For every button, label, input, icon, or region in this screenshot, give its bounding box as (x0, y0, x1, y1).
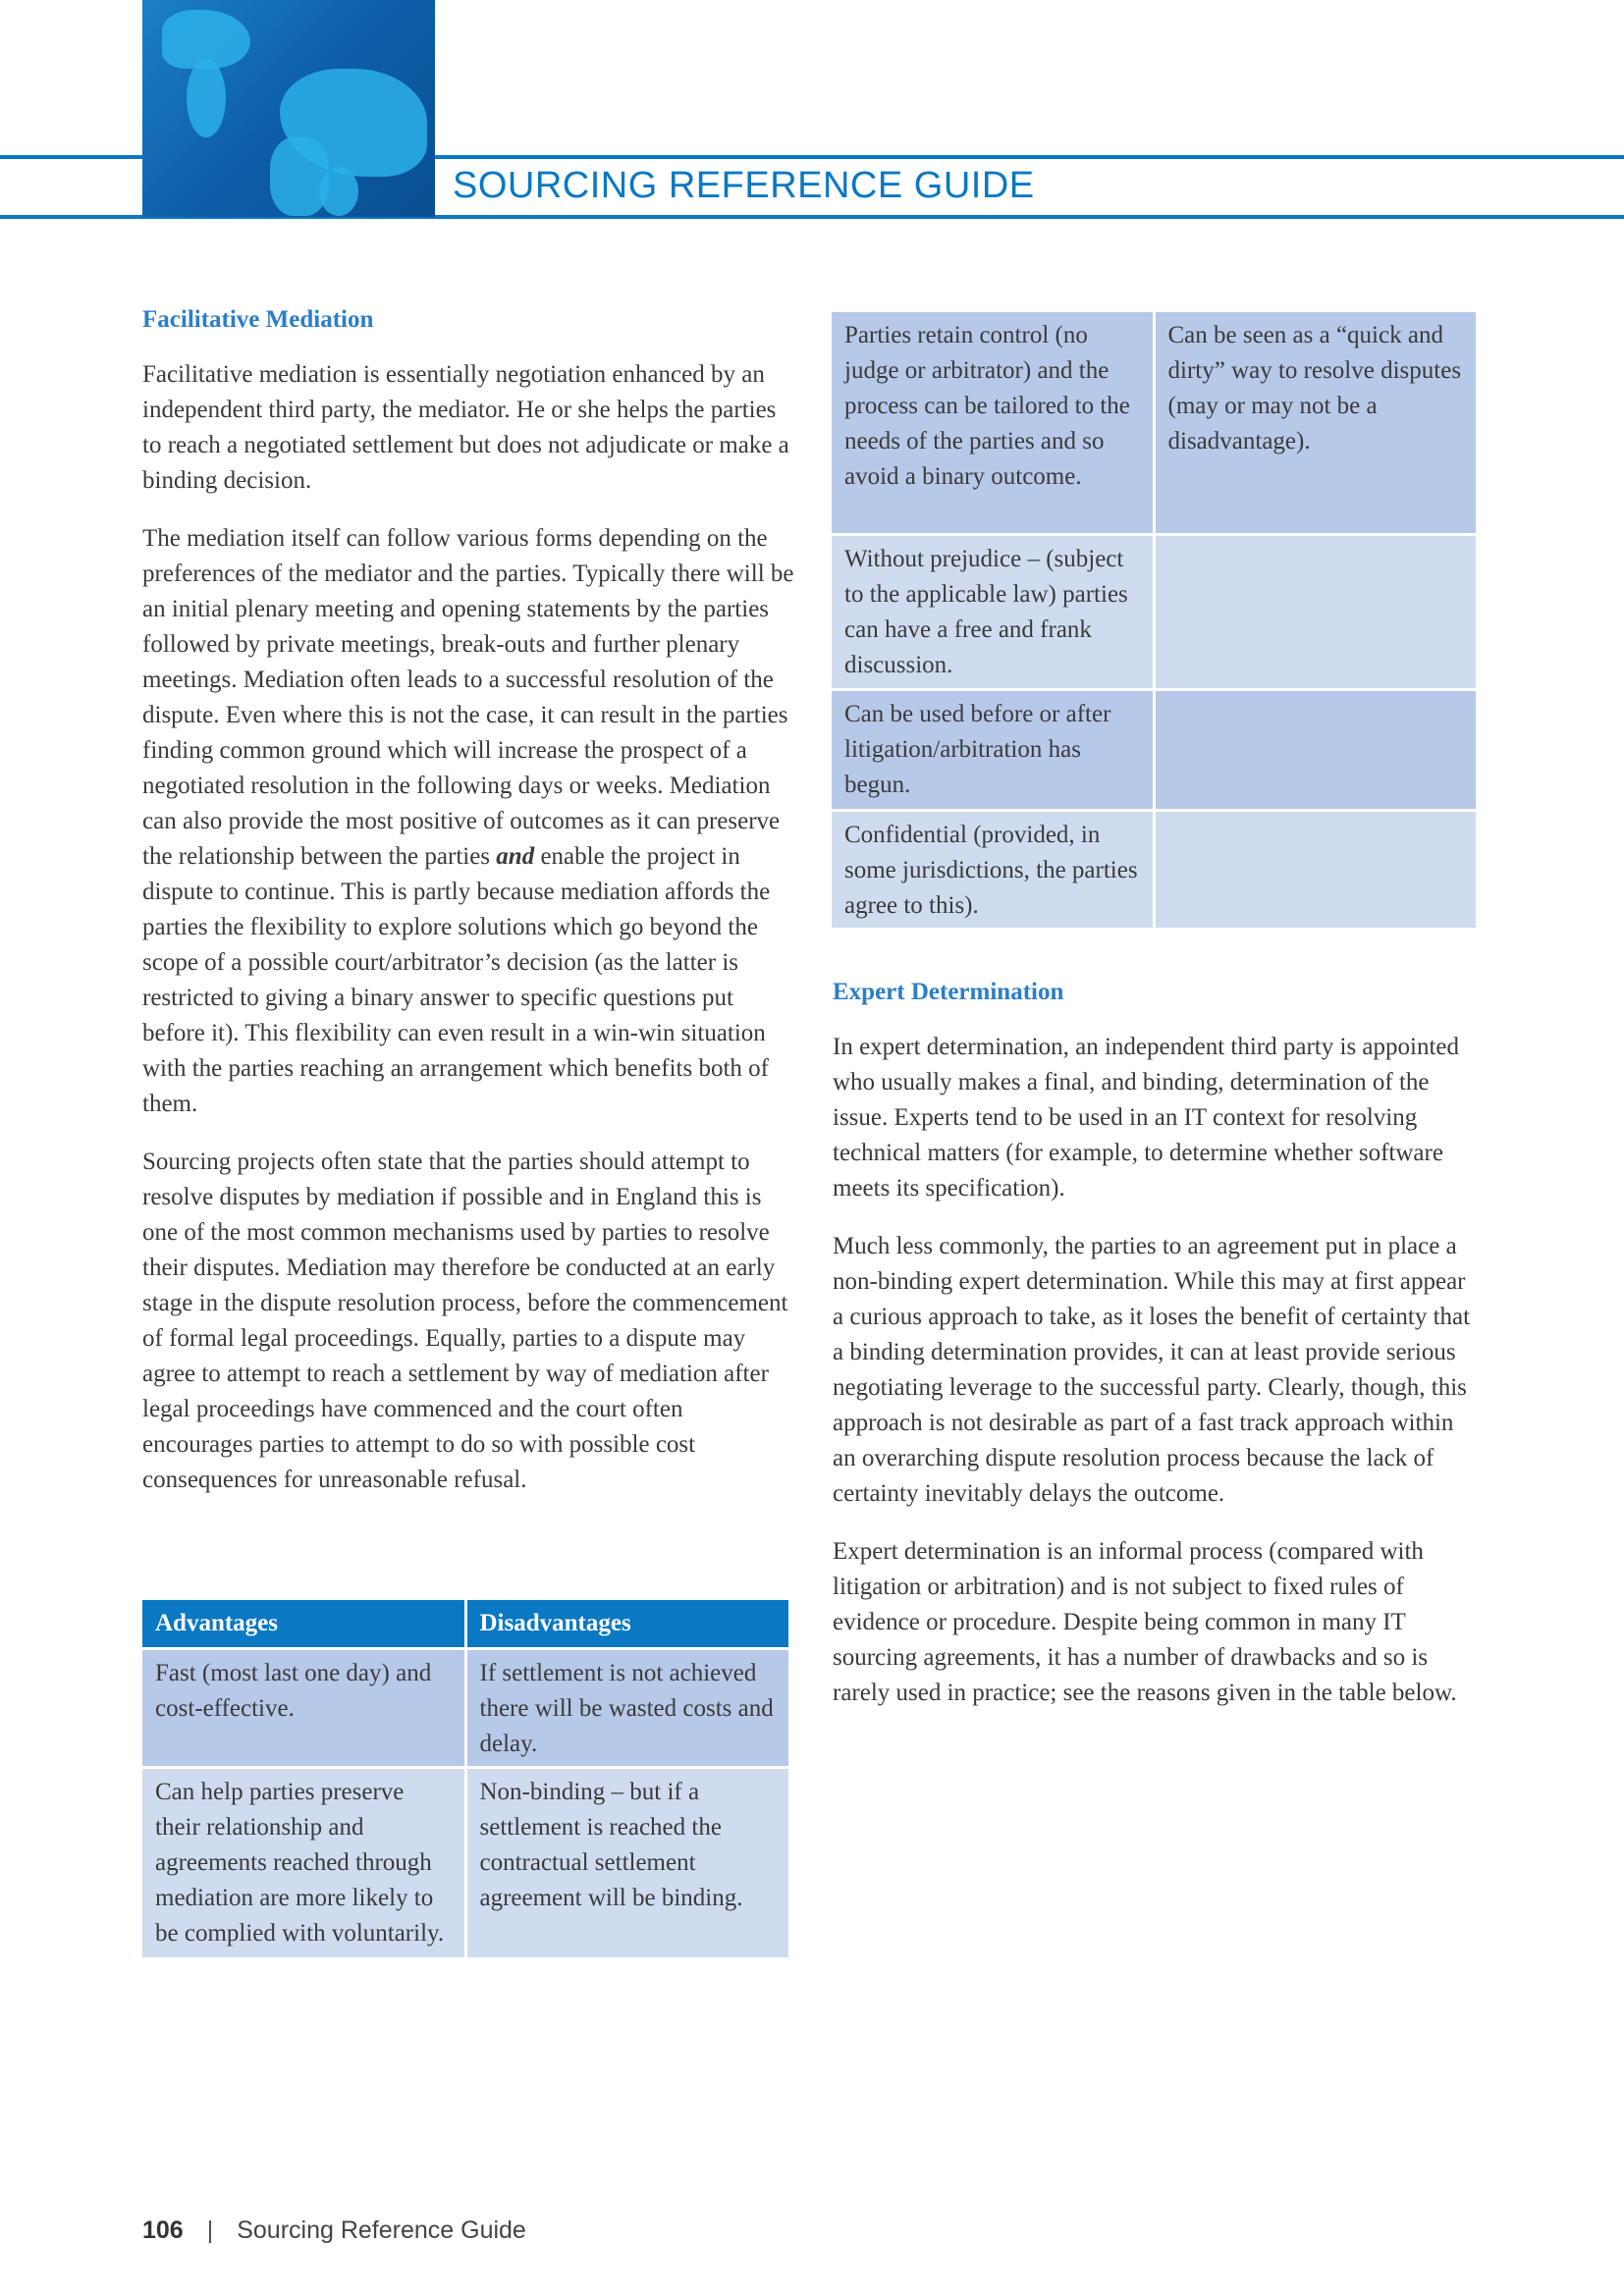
table-cell (1156, 812, 1477, 928)
header-advantages: Advantages (142, 1600, 464, 1647)
table-row (832, 312, 1476, 533)
table-row (142, 1650, 788, 1766)
emphasis-text: and (496, 843, 535, 870)
table-header-row (142, 1600, 788, 1647)
world-map-image (142, 0, 435, 217)
footer-separator: | (206, 2216, 214, 2244)
paragraph: Sourcing projects often state that the parties should attempt to resolve disputes by mediation if possible and in England this is one of the most common mechanisms used by parties to resolve their disputes. Mediation may therefore be conducted at an early stage in the dispute resolution process, before the commencement of formal legal proceedings. Equally, parties to a dispute may agree to attempt to reach a settlement by way of mediation after legal proceedings have commenced and the court often encourages parties to attempt to do so with possible cost consequences for unreasonable refusal. (142, 1148, 788, 1493)
paragraph (142, 521, 795, 1122)
paragraph-text: The mediation itself can follow various forms depending on the preferences of the mediator and the parties. Typically there will be an initial plenary meeting and opening statements by the parties followed by private meetings, break-outs and further plenary meetings. Mediation often leads to a successful resolution of the dispute. Even where this is not the case, it can result in the parties finding common ground which will increase the prospect of a negotiated resolution in the following days or weeks. Mediation can also provide the most positive of outcomes as it can preserve the relationship between the parties (142, 525, 794, 870)
table-cell (1156, 536, 1477, 688)
page-number: 106 (142, 2216, 184, 2244)
table-cell: If settlement is not achieved there will be wasted costs and delay. (467, 1650, 789, 1766)
table-row (832, 812, 1476, 928)
table-cell: Can help parties preserve their relationship and agreements reached through mediation are more likely to be complied with voluntarily. (142, 1769, 464, 1957)
section-heading-expert-determination: Expert Determination (833, 979, 1064, 1005)
table-row (832, 536, 1476, 688)
section-heading-facilitative-mediation: Facilitative Mediation (142, 306, 374, 333)
paragraph: Much less commonly, the parties to an agreement put in place a non-binding expert determination. While this may at first appear a curious approach to take, as it loses the benefit of certainty that a binding determination provides, it can at least provide serious negotiating leverage to the successful party. Clearly, though, this approach is not desirable as part of a fast track approach within an overarching dispute resolution process because the lack of certainty inevitably delays the outcome. (833, 1233, 1471, 1507)
advantages-table-continued (829, 309, 1479, 931)
footer-title: Sourcing Reference Guide (237, 2216, 526, 2244)
paragraph-text: enable the project in dispute to continue. This is partly because mediation affords the parties the flexibility to explore solutions which go beyond the scope of a possible court/arbitrator’s decision (as the latter is restricted to giving a binary answer to specific questions put before it). This flexibility can even result in a win-win situation with the parties reaching an arrangement which benefits both of them. (142, 843, 771, 1117)
table-cell: Can be used before or after litigation/arbitration has begun. (832, 691, 1153, 809)
header-disadvantages: Disadvantages (467, 1600, 789, 1647)
table-cell: Confidential (provided, in some jurisdictions, the parties agree to this). (832, 812, 1153, 928)
table-cell: Non-binding – but if a settlement is reached the contractual settlement agreement will be binding. (467, 1769, 789, 1957)
table-cell: Parties retain control (no judge or arbitrator) and the process can be tailored to the needs of the parties and so avoid a binary outcome. (832, 312, 1153, 533)
table-cell (1156, 691, 1477, 809)
page-header-title: SOURCING REFERENCE GUIDE (453, 165, 1035, 206)
advantages-table (139, 1597, 791, 1960)
page-footer (142, 2216, 526, 2245)
table-cell: Can be seen as a “quick and dirty” way to resolve disputes (may or may not be a disadvantage). (1156, 312, 1477, 533)
paragraph: Facilitative mediation is essentially negotiation enhanced by an independent third party, the mediator. He or she helps the parties to reach a negotiated settlement but does not adjudicate or make a binding decision. (142, 361, 789, 494)
paragraph: In expert determination, an independent third party is appointed who usually makes a final, and binding, determination of the issue. Experts tend to be used in an IT context for resolving technical matters (for example, to determine whether software meets its specification). (833, 1034, 1460, 1201)
table-cell: Fast (most last one day) and cost-effective. (142, 1650, 464, 1766)
table-cell: Without prejudice – (subject to the applicable law) parties can have a free and frank discussion. (832, 536, 1153, 688)
table-row (832, 691, 1476, 809)
left-column (142, 302, 795, 1521)
paragraph: Expert determination is an informal process (compared with litigation or arbitration) and is not subject to fixed rules of evidence or procedure. Despite being common in many IT sourcing agreements, it has a number of drawbacks and so is rarely used in practice; see the reasons given in the table below. (833, 1538, 1457, 1706)
table-row (142, 1769, 788, 1957)
right-column (833, 975, 1481, 1734)
